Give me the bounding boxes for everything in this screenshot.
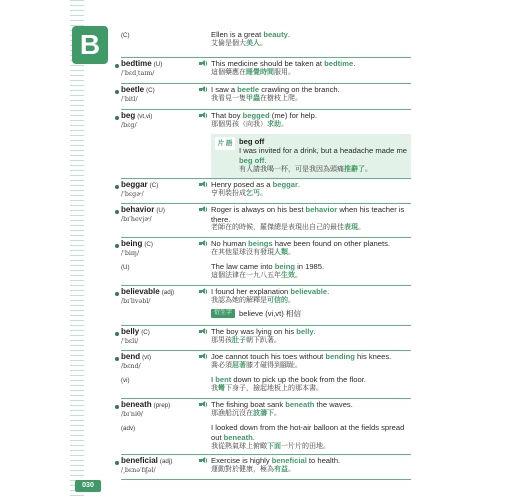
pos-label: (C) — [141, 329, 150, 336]
derivative-text: believe (vi,vt) 相信 — [239, 308, 302, 318]
example-en: Ellen is a great beauty. — [211, 30, 290, 39]
headword: bedtime — [121, 59, 152, 68]
entry-marker — [115, 332, 119, 336]
entry-beneficial — [121, 454, 411, 480]
entry-being — [121, 237, 411, 285]
example-zh: 那個男孩（向我）求助。 — [211, 120, 288, 128]
entry-marker — [115, 292, 119, 296]
example-en: Exercise is highly beneficial to health. — [211, 456, 341, 465]
speaker-icon[interactable] — [199, 86, 207, 93]
entry-marker — [115, 90, 119, 94]
phrase-tag: 片 語 — [215, 137, 235, 150]
headword: bend — [121, 352, 141, 361]
example-en: No human beings have been found on other planets. — [211, 239, 391, 248]
derivative-tag: 衍生字 — [211, 309, 235, 319]
example-en: I bent down to pick up the book from the floor. — [211, 375, 366, 385]
entry-beg — [121, 109, 411, 178]
example-en: The fishing boat sank beneath the waves. — [211, 400, 353, 409]
entry-continuation — [121, 30, 411, 57]
pronunciation: /ˈbɛli/ — [121, 338, 139, 346]
pos-label: (vi) — [121, 377, 130, 385]
pos-label: (adj) — [159, 458, 173, 465]
pos-label: (adv) — [121, 425, 136, 433]
headword: believable — [121, 287, 160, 296]
pos-label: (vt,vi) — [137, 113, 153, 120]
entry-beneath — [121, 398, 411, 454]
pos-label: (U) — [121, 264, 130, 272]
pronunciation: /ˈbiɪŋ/ — [121, 250, 140, 258]
entry-marker — [115, 210, 119, 214]
pronunciation: /ˈbitl/ — [121, 96, 138, 104]
example-zh: 我彎下身子，撿起地板上的那本書。 — [211, 385, 323, 392]
pronunciation: /bɪˈniθ/ — [121, 411, 143, 419]
headword: beneficial — [121, 456, 158, 465]
example-zh: 喬必須屈著膝才碰得到腳趾。 — [211, 361, 302, 369]
example-zh: 這個法律在一九八五年生效。 — [211, 272, 302, 279]
pronunciation: /bɪˈhevjɚ/ — [121, 216, 152, 224]
pos-label: (adj) — [161, 289, 175, 296]
example-zh: 那男孩肚子朝下趴著。 — [211, 336, 281, 344]
pos-label: (U) — [156, 207, 165, 214]
pos-label: (prep) — [153, 402, 171, 409]
derivative-line — [211, 309, 411, 319]
entry-marker — [115, 64, 119, 68]
example-zh: 老師在的時候，羅傑總是表現出自己的最佳表現。 — [211, 224, 365, 232]
pos-label: (C) — [146, 87, 155, 94]
phrase-headword: beg off — [239, 136, 265, 146]
phrase-example-en: I was invited for a drink, but a headache made me beg off. — [239, 146, 408, 166]
speaker-icon[interactable] — [199, 206, 207, 213]
entry-marker — [115, 461, 119, 465]
pronunciation: /͵bɛnəˈfɪʃəl/ — [121, 467, 156, 475]
example-en: I found her explanation believable. — [211, 287, 330, 296]
example-zh: 這個藥應在睡覺時間服用。 — [211, 68, 295, 76]
speaker-icon[interactable] — [199, 181, 207, 188]
headword: being — [121, 239, 143, 248]
pos-label: (C) — [144, 241, 153, 248]
pos-label: (C) — [121, 32, 130, 39]
speaker-icon[interactable] — [199, 288, 207, 295]
example-zh: 我看見一隻甲蟲在樹枝上爬。 — [211, 94, 302, 102]
dictionary-content — [121, 30, 411, 480]
speaker-icon[interactable] — [199, 353, 207, 360]
headword: beetle — [121, 85, 145, 94]
page-sidebar — [0, 0, 101, 500]
speaker-icon[interactable] — [199, 60, 207, 67]
example-en: This medicine should be taken at bedtime. — [211, 59, 356, 68]
entry-bend — [121, 350, 411, 398]
entry-marker — [115, 357, 119, 361]
example-zh: 那漁船沉沒在波濤下。 — [211, 409, 281, 417]
example-zh: 在其他星球沒有發現人類。 — [211, 248, 295, 256]
example-en: I saw a beetle crawling on the branch. — [211, 85, 340, 94]
entry-marker — [115, 244, 119, 248]
phrase-example-zh: 有人請我喝一杯，可是我因為頭痛推辭了。 — [239, 165, 372, 173]
entry-bedtime — [121, 57, 411, 83]
headword: beneath — [121, 400, 152, 409]
example-zh: 我從熱氣球上俯瞰下面一片片的田地。 — [211, 442, 330, 450]
entry-belly — [121, 325, 411, 350]
entry-believable — [121, 285, 411, 325]
entry-behavior — [121, 203, 411, 237]
pronunciation: /bɛnd/ — [121, 363, 141, 371]
example-en: Roger is always on his best behavior when his teacher is there. — [211, 205, 405, 224]
entry-marker — [115, 185, 119, 189]
headword: beg — [121, 111, 136, 120]
pos-label: (vt) — [142, 354, 152, 361]
speaker-icon[interactable] — [199, 328, 207, 335]
entry-marker — [115, 405, 119, 409]
example-zh: 我認為她的解釋是可信的。 — [211, 296, 295, 304]
speaker-icon[interactable] — [199, 457, 207, 464]
speaker-icon[interactable] — [199, 240, 207, 247]
example-en: I looked down from the hot-air balloon at the fields spread out beneath. — [211, 423, 405, 442]
pronunciation: /ˈbɛgɚ/ — [121, 191, 144, 199]
example-en: That boy begged (me) for help. — [211, 111, 317, 120]
example-zh: 運動對於健康，極為有益。 — [211, 465, 295, 473]
example-en: The law came into being in 1985. — [211, 262, 325, 272]
pronunciation: /ˈbɛd͵taɪm/ — [121, 70, 155, 78]
phrase-box — [211, 134, 411, 178]
section-letter-tab[interactable]: B — [72, 26, 108, 64]
headword: belly — [121, 327, 140, 336]
headword: beggar — [121, 180, 148, 189]
speaker-icon[interactable] — [199, 112, 207, 119]
example-en: Joe cannot touch his toes without bending his knees. — [211, 352, 392, 361]
entry-beggar — [121, 178, 411, 203]
entry-marker — [115, 116, 119, 120]
entry-beetle — [121, 83, 411, 109]
example-zh: 艾倫是個大美人。 — [211, 39, 267, 47]
page-number: 030 — [75, 480, 101, 492]
pos-label: (U) — [153, 61, 163, 68]
speaker-icon[interactable] — [199, 401, 207, 408]
example-zh: 亨利裝扮成乞丐。 — [211, 189, 267, 197]
pos-label: (C) — [149, 182, 159, 189]
headword: behavior — [121, 205, 155, 214]
example-en: Henry posed as a beggar. — [211, 180, 301, 189]
pronunciation: /bɪˈlivəbl/ — [121, 298, 151, 306]
example-en: The boy was lying on his belly. — [211, 327, 316, 336]
striped-margin — [70, 0, 84, 500]
pronunciation: /bɛg/ — [121, 122, 137, 130]
